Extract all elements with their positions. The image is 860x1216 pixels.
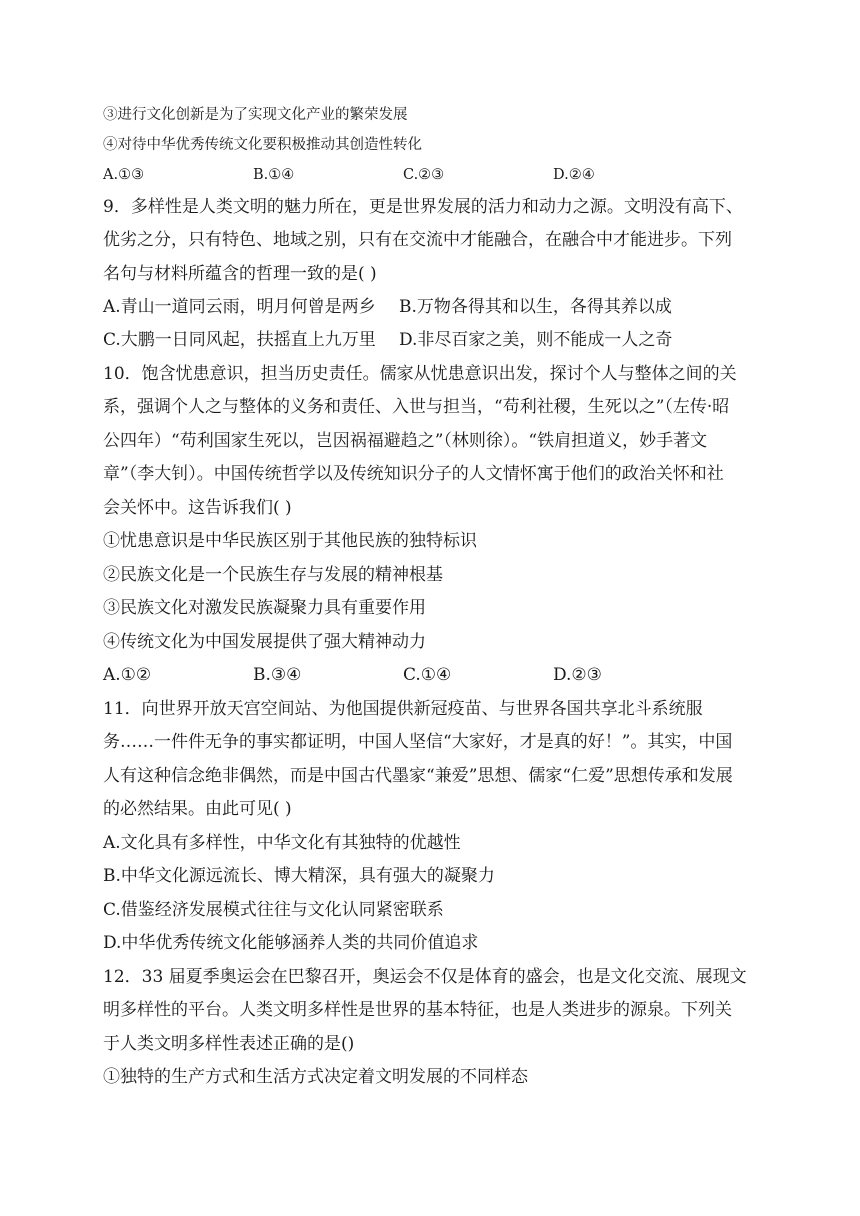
q10-option-c: C.①④ [403,665,452,685]
q8-option-d: D.②④ [553,167,595,183]
q9-stem-line-3: 名句与材料所蕴含的哲理一致的是( ) [103,264,377,284]
q8-option-a: A.①③ [103,167,145,183]
q11-option-b: B.中华文化源远流长、博大精深，具有强大的凝聚力 [103,866,495,886]
q8-option-c: C.②③ [403,167,445,183]
q10-stem-line-2: 系，强调个人之与整体的义务和责任、入世与担当，“苟利社稷，生死以之”（左传·昭 [103,397,730,417]
q9-option-d: D.非尽百家之美，则不能成一人之奇 [399,330,673,350]
q11-stem-line-3: 人有这种信念绝非偶然，而是中国古代墨家“兼爱”思想、儒家“仁爱”思想传承和发展 [103,766,733,786]
q12-stem-line-2: 明多样性的平台。人类文明多样性是世界的基本特征，也是人类进步的源泉。下列关 [103,1000,732,1020]
q10-option-d: D.②③ [553,665,602,685]
q11-option-a: A.文化具有多样性，中华文化有其独特的优越性 [103,833,461,853]
q10-stem-line-3: 公四年）“苟利国家生死以，岂因祸福避趋之”（林则徐）。“铁肩担道义，妙手著文 [103,431,708,451]
q8-option-b: B.①④ [253,167,295,183]
q9-stem-line-2: 优劣之分，只有特色、地域之别，只有在交流中才能融合，在融合中才能进步。下列 [103,230,732,250]
q11-stem-line-2: 务……一件件无争的事实都证明，中国人坚信“大家好，才是真的好！”。其实，中国 [103,732,733,752]
q12-stem-line-1: 12．33 届夏季奥运会在巴黎召开，奥运会不仅是体育的盛会，也是文化交流、展现文 [103,967,747,987]
q11-stem-line-4: 的必然结果。由此可见( ) [103,799,292,819]
q10-option-a: A.①② [103,665,152,685]
q9-option-b: B.万物各得其和以生，各得其养以成 [399,297,672,317]
q10-stem-line-5: 会关怀中。这告诉我们( ) [103,498,292,518]
q10-statement-3: ③民族文化对激发民族凝聚力具有重要作用 [103,598,426,618]
q12-stem-line-3: 于人类文明多样性表述正确的是() [103,1034,355,1054]
q9-stem-line-1: 9．多样性是人类文明的魅力所在，更是世界发展的活力和动力之源。文明没有高下、 [103,197,743,217]
q8-statement-4: ④对待中华优秀传统文化要积极推动其创造性转化 [103,137,422,153]
q10-statement-1: ①忧患意识是中华民族区别于其他民族的独特标识 [103,531,477,551]
q12-statement-1: ①独特的生产方式和生活方式决定着文明发展的不同样态 [103,1067,528,1087]
q10-stem-line-1: 10．饱含忧患意识，担当历史责任。儒家从忧患意识出发，探讨个人与整体之间的关 [103,364,737,384]
q10-stem-line-4: 章”（李大钊）。中国传统哲学以及传统知识分子的人文情怀寓于他们的政治关怀和社 [103,464,724,484]
q10-option-b: B.③④ [253,665,302,685]
q9-option-a: A.青山一道同云雨，明月何曾是两乡 [103,297,376,317]
q11-stem-line-1: 11．向世界开放天宫空间站、为他国提供新冠疫苗、与世界各国共享北斗系统服 [103,699,703,719]
q9-option-c: C.大鹏一日同风起，扶摇直上九万里 [103,330,376,350]
q8-statement-3: ③进行文化创新是为了实现文化产业的繁荣发展 [103,107,408,123]
q10-statement-2: ②民族文化是一个民族生存与发展的精神根基 [103,565,443,585]
q11-option-c: C.借鉴经济发展模式往往与文化认同紧密联系 [103,900,444,920]
q11-option-d: D.中华优秀传统文化能够涵养人类的共同价值追求 [103,933,479,953]
q10-statement-4: ④传统文化为中国发展提供了强大精神动力 [103,632,426,652]
